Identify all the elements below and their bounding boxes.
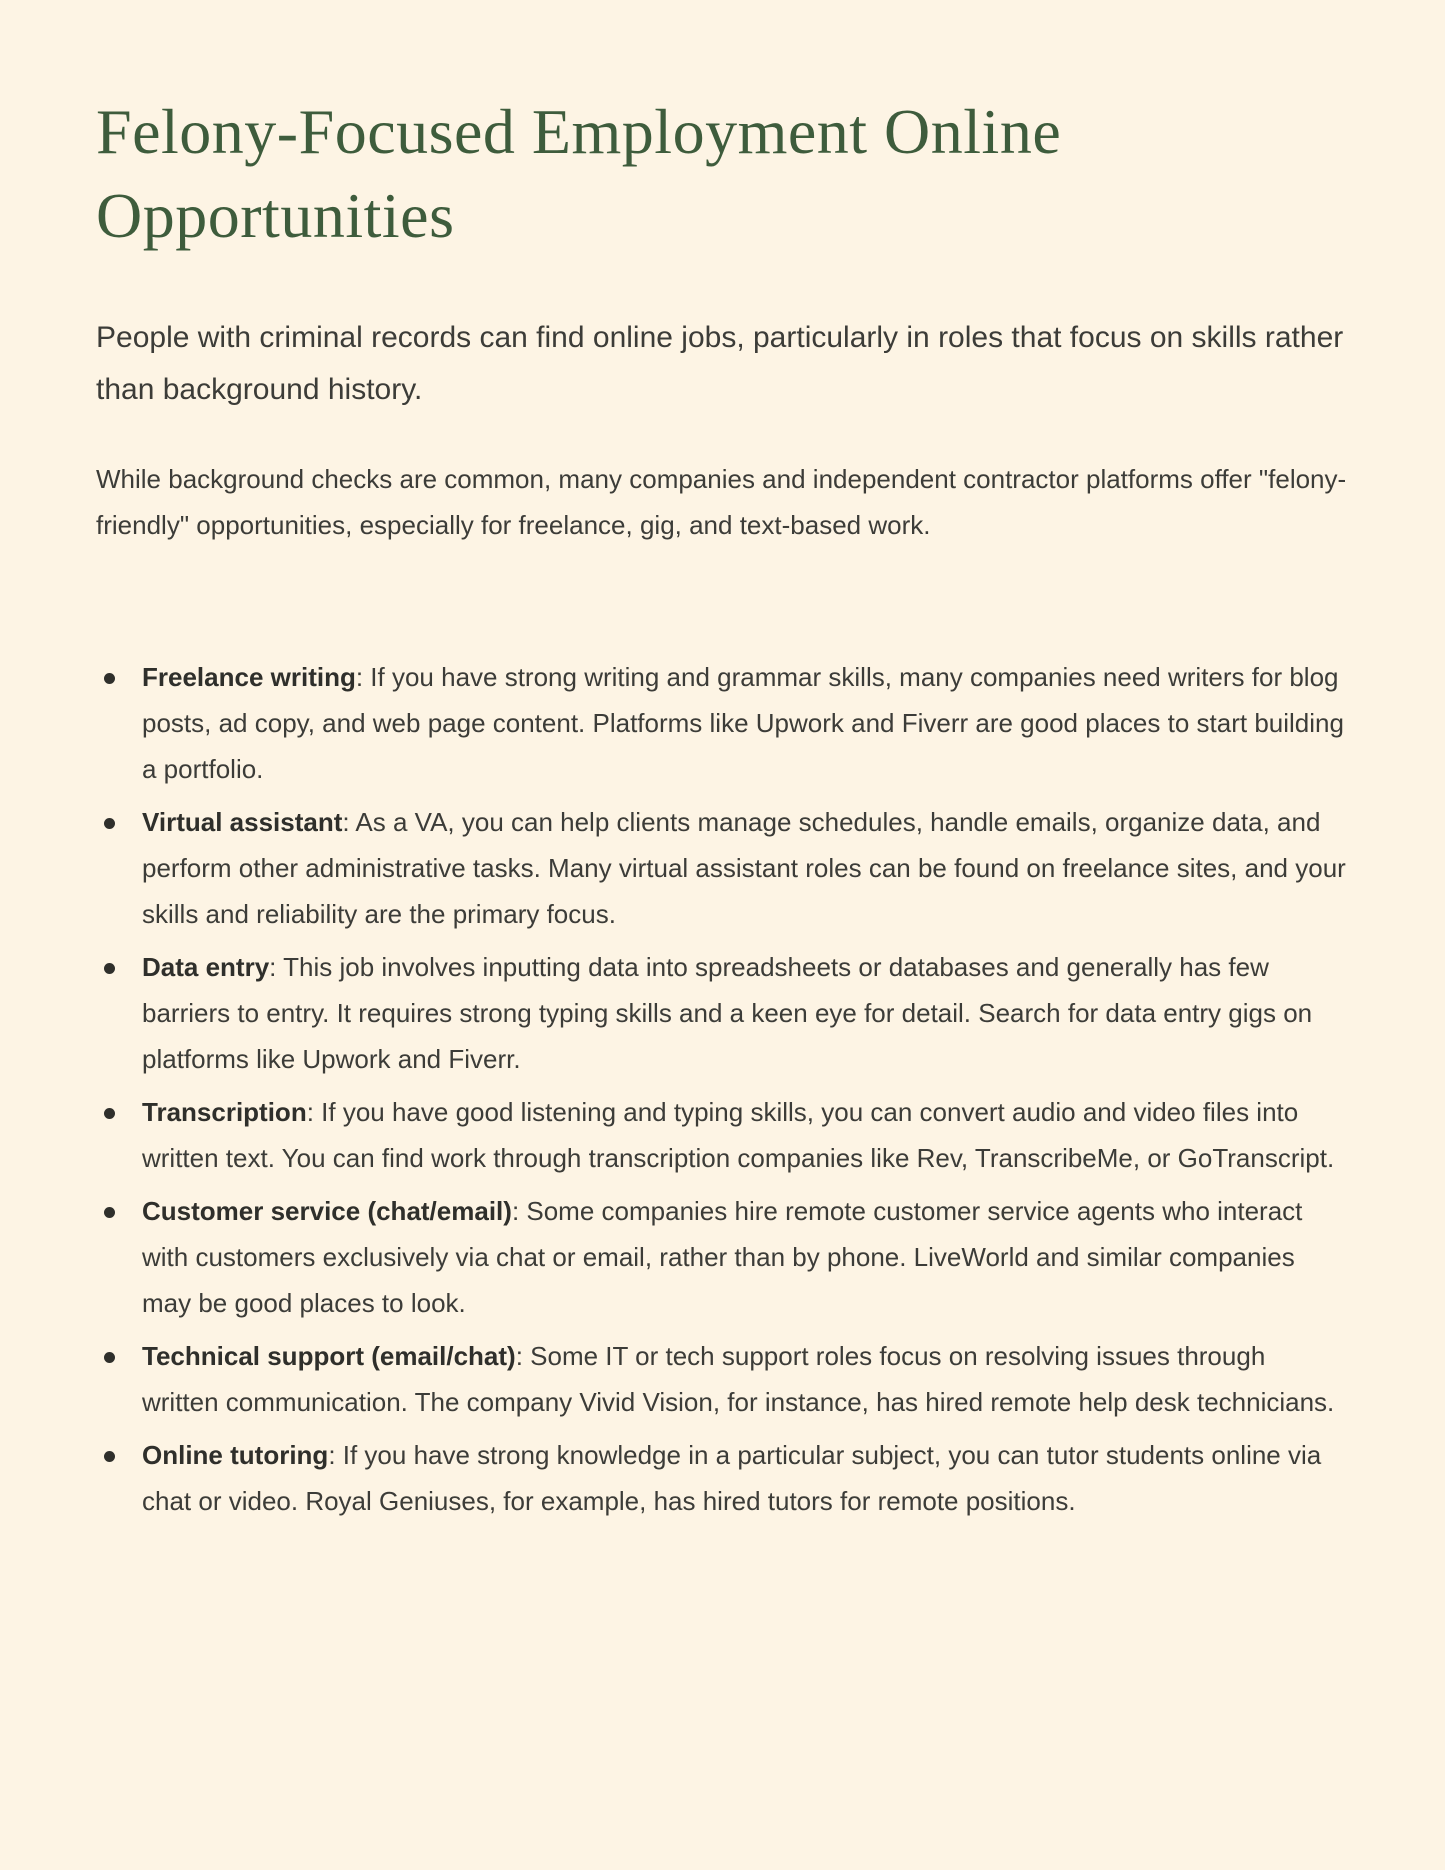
opportunities-list bbox=[96, 654, 1349, 1524]
list-item-description: : This job involves inputting data into spreadsheets or databases and generally has few barriers to entry. It requires strong typing skills and a keen eye for detail. Search for data entry gigs on platforms like Upwork and Fiverr. bbox=[142, 952, 1313, 1074]
page-title: Felony-Focused Employment Online Opportunities bbox=[96, 96, 1062, 251]
intro-paragraph: People with criminal records can find online jobs, particularly in roles that focus on skills rather than background history. bbox=[96, 321, 1344, 406]
list-item-customer-service bbox=[96, 1188, 1349, 1326]
list-item-freelance-writing bbox=[96, 654, 1349, 792]
list-item-transcription bbox=[96, 1089, 1349, 1181]
list-item-term: Online tutoring bbox=[142, 1440, 329, 1470]
list-item-term: Customer service (chat/email) bbox=[142, 1196, 512, 1226]
bullet-icon bbox=[104, 1352, 115, 1363]
list-item-term: Data entry bbox=[142, 952, 270, 982]
list-item-description: : If you have good listening and typing skills, you can convert audio and video files into written text. You can find work through transcription companies like Rev, TranscribeMe, or GoTranscript. bbox=[142, 1097, 1335, 1173]
list-item-description: : Some companies hire remote customer service agents who interact with customers exclusively via chat or email, rather than by phone. LiveWorld and similar companies may be good places to look. bbox=[142, 1196, 1303, 1318]
list-item-term: Virtual assistant bbox=[142, 807, 343, 837]
subintro-paragraph: While background checks are common, many companies and independent contractor platforms offer "felony-friendly" opportunities, especially for freelance, gig, and text-based work. bbox=[96, 464, 1347, 540]
list-item-description: : As a VA, you can help clients manage schedules, handle emails, organize data, and perform other administrative tasks. Many virtual assistant roles can be found on freelance sites, and your skills and reliability are the primary focus. bbox=[142, 807, 1346, 929]
list-item-data-entry bbox=[96, 944, 1349, 1082]
bullet-icon bbox=[104, 673, 115, 684]
bullet-icon bbox=[104, 963, 115, 974]
bullet-icon bbox=[104, 1207, 115, 1218]
list-item-term: Transcription bbox=[142, 1097, 307, 1127]
list-item-technical-support bbox=[96, 1333, 1349, 1425]
list-item-online-tutoring bbox=[96, 1432, 1349, 1524]
bullet-icon bbox=[104, 818, 115, 829]
list-item-description: : If you have strong writing and grammar skills, many companies need writers for blog posts, ad copy, and web page content. Platforms like Upwork and Fiverr are good places to start building a portfolio. bbox=[142, 662, 1344, 784]
list-item-term: Freelance writing bbox=[142, 662, 356, 692]
list-item-term: Technical support (email/chat) bbox=[142, 1341, 516, 1371]
bullet-icon bbox=[104, 1108, 115, 1119]
list-item-description: : If you have strong knowledge in a particular subject, you can tutor students online via chat or video. Royal Geniuses, for example, has hired tutors for remote positions. bbox=[142, 1440, 1322, 1516]
bullet-icon bbox=[104, 1451, 115, 1462]
list-item-description: : Some IT or tech support roles focus on resolving issues through written communication. The company Vivid Vision, for instance, has hired remote help desk technicians. bbox=[142, 1341, 1335, 1417]
list-item-virtual-assistant bbox=[96, 799, 1349, 937]
